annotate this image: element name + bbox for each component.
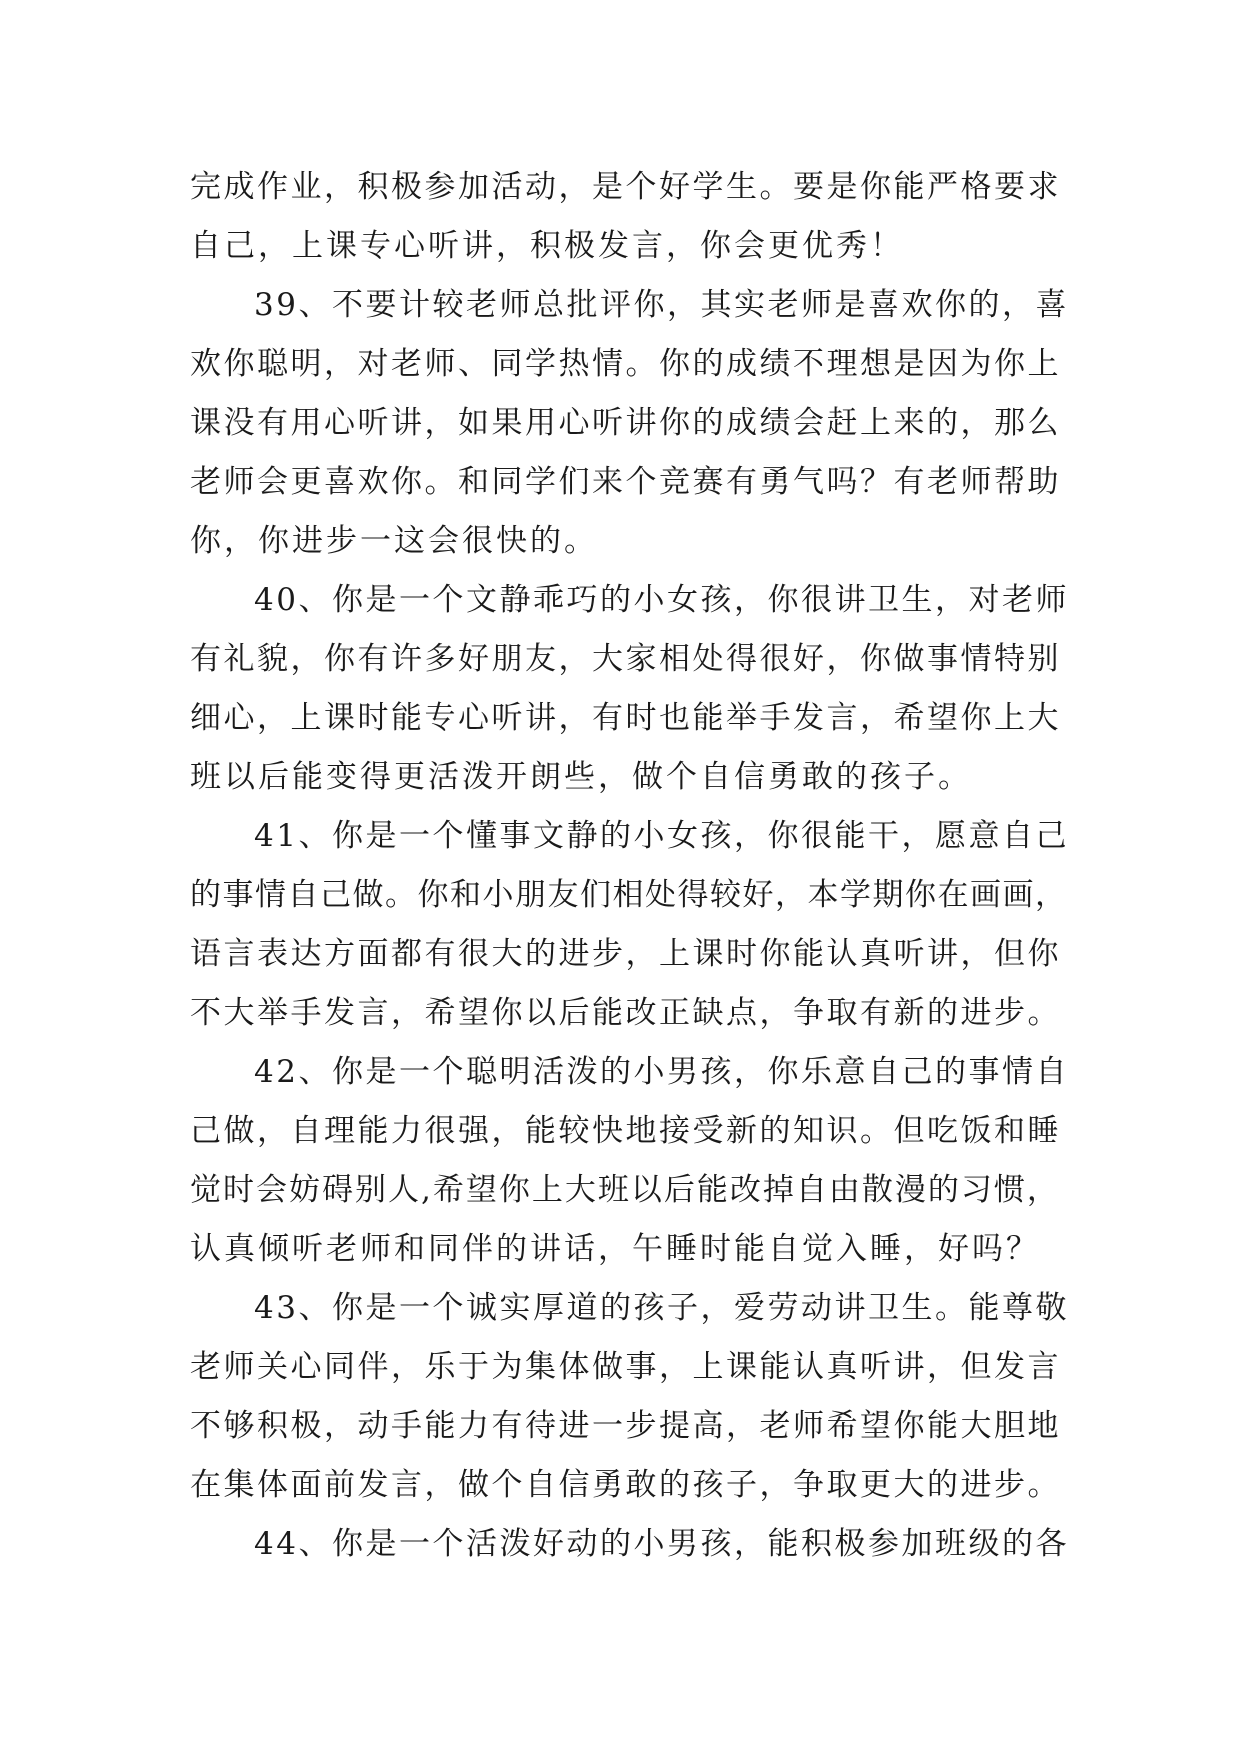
text-line: 完成作业，积极参加活动，是个好学生。要是你能严格要求 <box>190 169 1061 205</box>
text-line: 自己，上课专心听讲，积极发言，你会更优秀！ <box>190 228 904 264</box>
text-line: 的事情自己做。你和小朋友们相处得较好，本学期你在画画， <box>190 877 1068 913</box>
text-line: 在集体面前发言，做个自信勇敢的孩子，争取更大的进步。 <box>190 1467 1061 1503</box>
paragraph-39 <box>190 276 1070 571</box>
text-line: 认真倾听老师和同伴的讲话，午睡时能自觉入睡，好吗？ <box>190 1231 1040 1267</box>
paragraph-44 <box>190 1515 1070 1574</box>
text-line: 班以后能变得更活泼开朗些，做个自信勇敢的孩子。 <box>190 759 972 795</box>
text-line: 不够积极，动手能力有待进一步提高，老师希望你能大胆地 <box>190 1408 1061 1444</box>
text-line: 43、你是一个诚实厚道的孩子，爱劳动讲卫生。能尊敬 <box>254 1290 1069 1326</box>
text-line: 细心，上课时能专心听讲，有时也能举手发言，希望你上大 <box>190 700 1061 736</box>
paragraph-40 <box>190 571 1070 807</box>
text-line: 44、你是一个活泼好动的小男孩，能积极参加班级的各 <box>254 1526 1069 1562</box>
text-line: 不大举手发言，希望你以后能改正缺点，争取有新的进步。 <box>190 995 1061 1031</box>
paragraph-43 <box>190 1279 1070 1515</box>
text-line: 你，你进步一这会很快的。 <box>190 523 598 559</box>
text-line: 觉时会妨碍别人,希望你上大班以后能改掉自由散漫的习惯， <box>190 1172 1060 1208</box>
text-line: 41、你是一个懂事文静的小女孩，你很能干，愿意自己 <box>254 818 1069 854</box>
text-line: 40、你是一个文静乖巧的小女孩，你很讲卫生，对老师 <box>254 582 1069 618</box>
text-line: 语言表达方面都有很大的进步，上课时你能认真听讲，但你 <box>190 936 1061 972</box>
text-line: 老师会更喜欢你。和同学们来个竞赛有勇气吗？有老师帮助 <box>190 464 1061 500</box>
paragraph-continuation <box>190 158 1070 276</box>
paragraph-41 <box>190 807 1070 1043</box>
text-line: 己做，自理能力很强，能较快地接受新的知识。但吃饭和睡 <box>190 1113 1061 1149</box>
text-line: 欢你聪明，对老师、同学热情。你的成绩不理想是因为你上 <box>190 346 1061 382</box>
text-line: 课没有用心听讲，如果用心听讲你的成绩会赶上来的，那么 <box>190 405 1061 441</box>
text-line: 老师关心同伴，乐于为集体做事，上课能认真听讲，但发言 <box>190 1349 1061 1385</box>
document-body <box>190 158 1070 1574</box>
paragraph-42 <box>190 1043 1070 1279</box>
text-line: 39、不要计较老师总批评你，其实老师是喜欢你的，喜 <box>254 287 1069 323</box>
text-line: 42、你是一个聪明活泼的小男孩，你乐意自己的事情自 <box>254 1054 1069 1090</box>
text-line: 有礼貌，你有许多好朋友，大家相处得很好，你做事情特别 <box>190 641 1061 677</box>
